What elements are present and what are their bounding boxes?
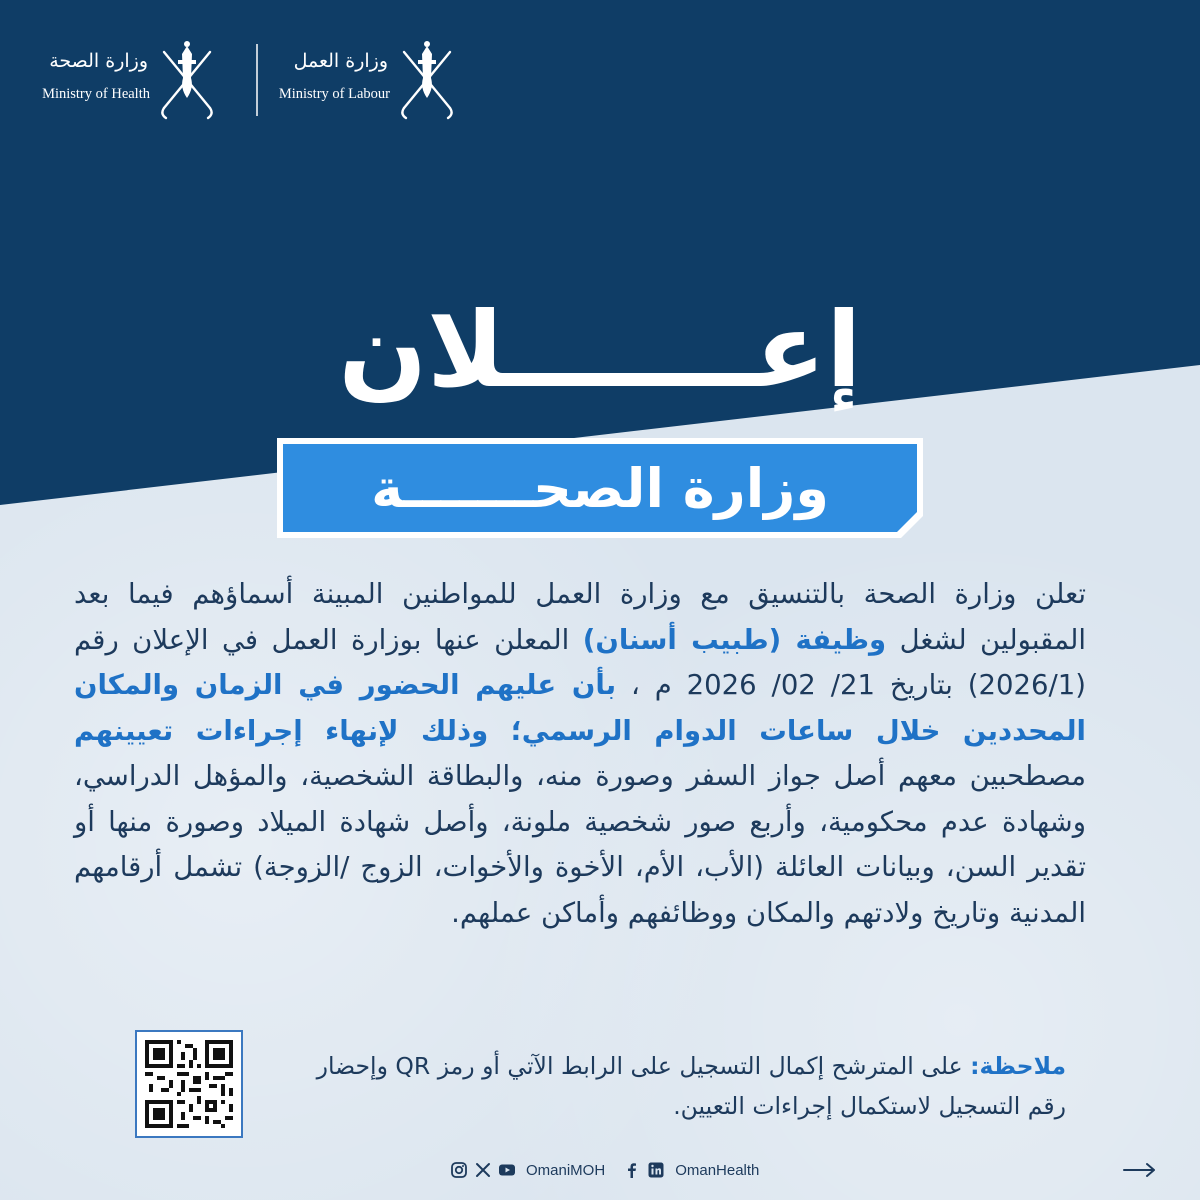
attendance-instruction: بأن عليهم الحضور في الزمان والمكان المحددين خلال ساعات الدوام الرسمي؛ وذلك لإنهاء إجراءات تعيينهم — [74, 669, 1086, 747]
ministry-banner — [277, 438, 923, 538]
handle-omanhealth[interactable]: OmanHealth — [675, 1161, 760, 1179]
linkedin-icon[interactable] — [647, 1161, 665, 1179]
labour-logo-arabic-name: وزارة العمل — [293, 50, 388, 72]
banner-title: وزارة الصحـــــــة — [371, 456, 829, 520]
instagram-icon[interactable] — [450, 1161, 468, 1179]
health-logo-english-name: Ministry of Health — [42, 86, 150, 102]
x-icon[interactable] — [474, 1161, 492, 1179]
registration-note — [290, 1046, 1066, 1126]
ministry-of-labour-logo — [278, 38, 462, 128]
facebook-icon[interactable] — [623, 1161, 641, 1179]
required-documents: مصطحبين معهم أصل جواز السفر وصورة منه، والبطاقة الشخصية، والمؤهل الدراسي، وشهادة عدم محكومية، وأربع صور شخصية ملونة، وأصل شهادة الميلاد وصورة منها أو تقدير السن، وبيانات العائلة (الأب، الأم، الأخوة والأخوات، الزوج /الزوجة) تشمل أرقامهم المدنية وتاريخ ولادتهم والمكان ووظائفهم وأماكن عملهم. — [74, 760, 1086, 929]
handle-omanimoh[interactable]: OmaniMOH — [526, 1161, 606, 1179]
youtube-icon[interactable] — [498, 1161, 516, 1179]
oman-khanjar-emblem-icon — [394, 38, 460, 122]
labour-logo-english-name: Ministry of Labour — [278, 86, 390, 102]
note-label: ملاحظة: — [970, 1052, 1066, 1080]
qr-pattern — [145, 1040, 233, 1128]
job-title: وظيفة (طبيب أسنان) — [582, 623, 887, 656]
ministry-of-health-logo — [42, 38, 218, 128]
arrow-right-icon — [1122, 1160, 1158, 1180]
social-footer — [450, 1158, 771, 1182]
note-text: على المترشح إكمال التسجيل على الرابط الآتي أو رمز QR وإحضار رقم التسجيل لاستكمال إجراءات التعيين. — [316, 1052, 1066, 1120]
body-announcement-ref: المعلن عنها بوزارة العمل في الإعلان رقم (2026/1) بتاريخ 21/ 02/ 2026 م ، — [74, 623, 1087, 701]
health-logo-arabic-name: وزارة الصحة — [49, 50, 148, 72]
oman-khanjar-emblem-icon — [154, 38, 220, 122]
logo-divider — [256, 44, 258, 116]
announcement-headline: إعـــــــلان — [338, 289, 862, 411]
registration-qr-code[interactable] — [135, 1030, 243, 1138]
announcement-body — [74, 572, 1086, 936]
body-intro: تعلن وزارة الصحة بالتنسيق مع وزارة العمل للمواطنين المبينة أسماؤهم فيما بعد المقبولين لشغل — [74, 578, 1086, 656]
